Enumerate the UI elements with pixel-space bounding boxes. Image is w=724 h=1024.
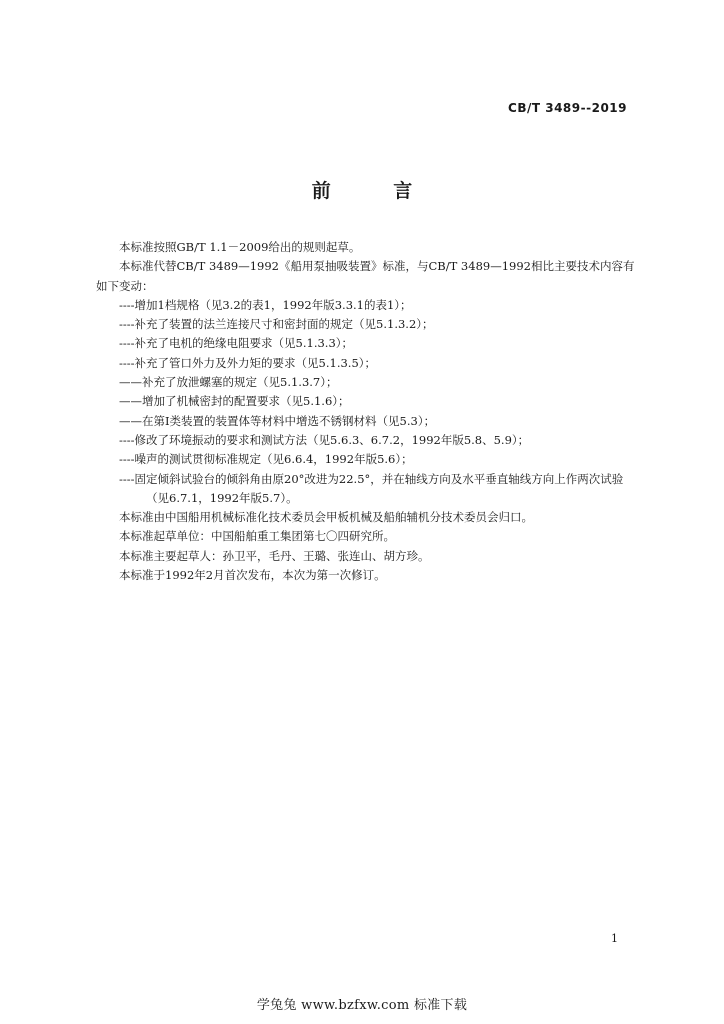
paragraph-drafting-rules: 本标准按照GB/T 1.1－2009给出的规则起草。 (119, 240, 361, 254)
paragraph-drafters: 本标准主要起草人：孙卫平，毛丹、王璐、张连山、胡方珍。 (119, 548, 430, 563)
list-item: ——增加了机械密封的配置要求（见5.1.6）； (119, 394, 350, 409)
paragraph-replacement: 本标准代替CB/T 3489—1992《船用泵抽吸装置》标准，与CB/T 3489—1992相比主要技术内容有如下变动： (96, 259, 635, 293)
list-item: ——补充了放泄螺塞的规定（见5.1.3.7）； (119, 375, 338, 390)
list-item: ----增加1档规格（见3.2的表1，1992年版3.3.1的表1）； (119, 297, 412, 312)
page-number: 1 (611, 932, 618, 945)
list-item: ----固定倾斜试验台的倾斜角由原20°改进为22.5°，并在轴线方向及水平垂直轴线方向上作两次试验（见6.7.1，1992年版5.7）。 (119, 471, 624, 505)
standard-code: CB/T 3489--2019 (508, 101, 627, 115)
paragraph-drafting-unit: 本标准起草单位：中国船舶重工集团第七〇四研究所。 (119, 529, 395, 544)
list-item: ----补充了电机的绝缘电阻要求（见5.1.3.3）； (119, 336, 354, 351)
list-item: ----噪声的测试贯彻标准规定（见6.6.4，1992年版5.6）； (119, 452, 413, 467)
foreword-body (96, 238, 636, 585)
change-list (96, 296, 636, 508)
paragraph-proposer: 本标准由中国船用机械标准化技术委员会甲板机械及船舶辅机分技术委员会归口。 (119, 510, 533, 525)
list-item: ----修改了环境振动的要求和测试方法（见5.6.3、6.7.2，1992年版5.8、5.9）； (119, 432, 530, 447)
list-item: ----补充了管口外力及外力矩的要求（见5.1.3.5）； (119, 355, 377, 370)
list-item: ----补充了装置的法兰连接尺寸和密封面的规定（见5.1.3.2）； (119, 317, 434, 332)
paragraph-history: 本标准于1992年2月首次发布，本次为第一次修订。 (119, 568, 386, 583)
footer-watermark: 学兔兔 www.bzfxw.com 标准下载 (256, 998, 468, 1013)
list-item: ——在第Ⅰ类装置的装置体等材料中增选不锈钢材料（见5.3）； (119, 413, 436, 428)
page-title: 前 言 (311, 180, 441, 202)
